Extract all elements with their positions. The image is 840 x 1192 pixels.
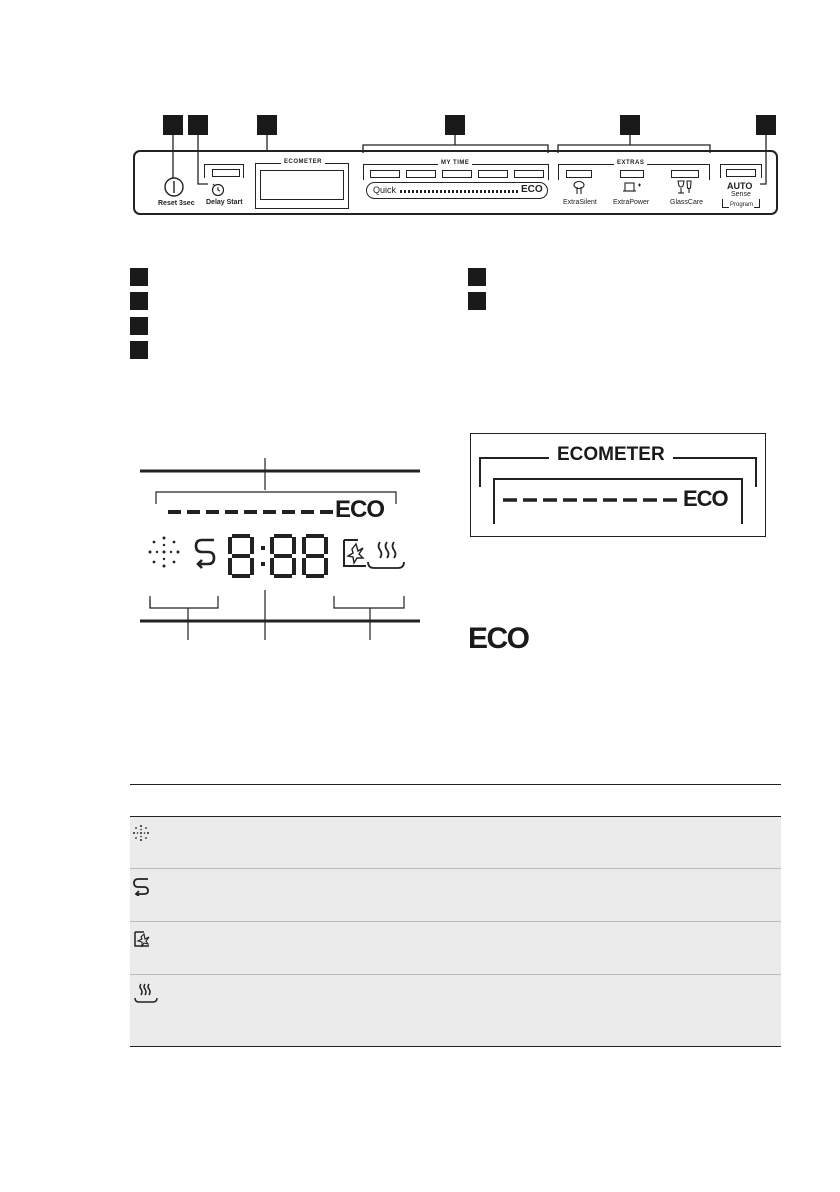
ecometer-detail-dashes: [501, 494, 681, 506]
rinse-aid-icon: [149, 537, 180, 568]
table-header-row: [130, 785, 781, 817]
ecometer-detail: [470, 433, 766, 537]
mytime-button-1[interactable]: [370, 170, 400, 178]
auto-label: AUTO: [727, 181, 753, 191]
extrasilent-label: ExtraSilent: [563, 199, 597, 206]
quick-label: Quick: [373, 185, 397, 195]
autosense-button[interactable]: [726, 169, 756, 177]
glasscare-icon: [675, 179, 693, 195]
mytime-button-2[interactable]: [406, 170, 436, 178]
time-digits: [228, 534, 328, 578]
ecometer-label: ECOMETER: [281, 159, 325, 165]
extrapower-label: ExtraPower: [613, 199, 650, 206]
legend-marker-2: [130, 292, 148, 310]
reset-label: Reset 3sec: [158, 200, 195, 207]
dry-icon: [368, 542, 404, 568]
mytime-button-5[interactable]: [514, 170, 544, 178]
legend-marker-6: [468, 292, 486, 310]
legend-marker-4: [130, 341, 148, 359]
salt-icon: [132, 876, 150, 896]
ecometer-window: [260, 170, 344, 200]
mytime-eco-label: ECO: [521, 184, 543, 195]
eco-symbol: ECO: [468, 622, 529, 655]
extrapower-icon: [622, 179, 642, 195]
mytime-scale: [400, 190, 518, 193]
table-row: [130, 869, 781, 922]
table-row: [130, 922, 781, 975]
sense-label: Sense: [731, 191, 751, 198]
extrasilent-button[interactable]: [566, 170, 592, 178]
table-row: [130, 975, 781, 1047]
table-row: [130, 817, 781, 869]
salt-icon: [196, 540, 214, 568]
glasscare-button[interactable]: [671, 170, 699, 178]
mytime-label: MY TIME: [438, 160, 472, 166]
control-panel-figure: [0, 0, 840, 240]
autoopen-icon: [344, 540, 366, 566]
mytime-button-3[interactable]: [442, 170, 472, 178]
autoopen-icon: [132, 929, 152, 949]
legend-marker-1: [130, 268, 148, 286]
dry-icon: [132, 982, 158, 1004]
extrasilent-icon: [571, 180, 587, 196]
legend-marker-5: [468, 268, 486, 286]
clock-icon: [210, 181, 226, 197]
power-icon[interactable]: [162, 175, 186, 199]
display-figure: [130, 450, 430, 640]
ecometer-detail-eco: ECO: [683, 486, 728, 511]
display-eco-label: ECO: [335, 496, 385, 523]
display-drawing: [130, 450, 430, 640]
indicator-table: [130, 784, 781, 1047]
delay-start-button[interactable]: [212, 169, 240, 177]
ecometer-detail-label: ECOMETER: [549, 444, 673, 466]
extrapower-button[interactable]: [620, 170, 644, 178]
glasscare-label: GlassCare: [670, 199, 704, 206]
extras-label: EXTRAS: [614, 160, 647, 166]
ecometer-bracket-bottom: [255, 200, 349, 209]
rinse-aid-icon: [132, 824, 150, 842]
legend-marker-3: [130, 317, 148, 335]
delay-start-label: Delay Start: [206, 199, 243, 206]
program-label: Program: [730, 202, 754, 208]
mytime-button-4[interactable]: [478, 170, 508, 178]
